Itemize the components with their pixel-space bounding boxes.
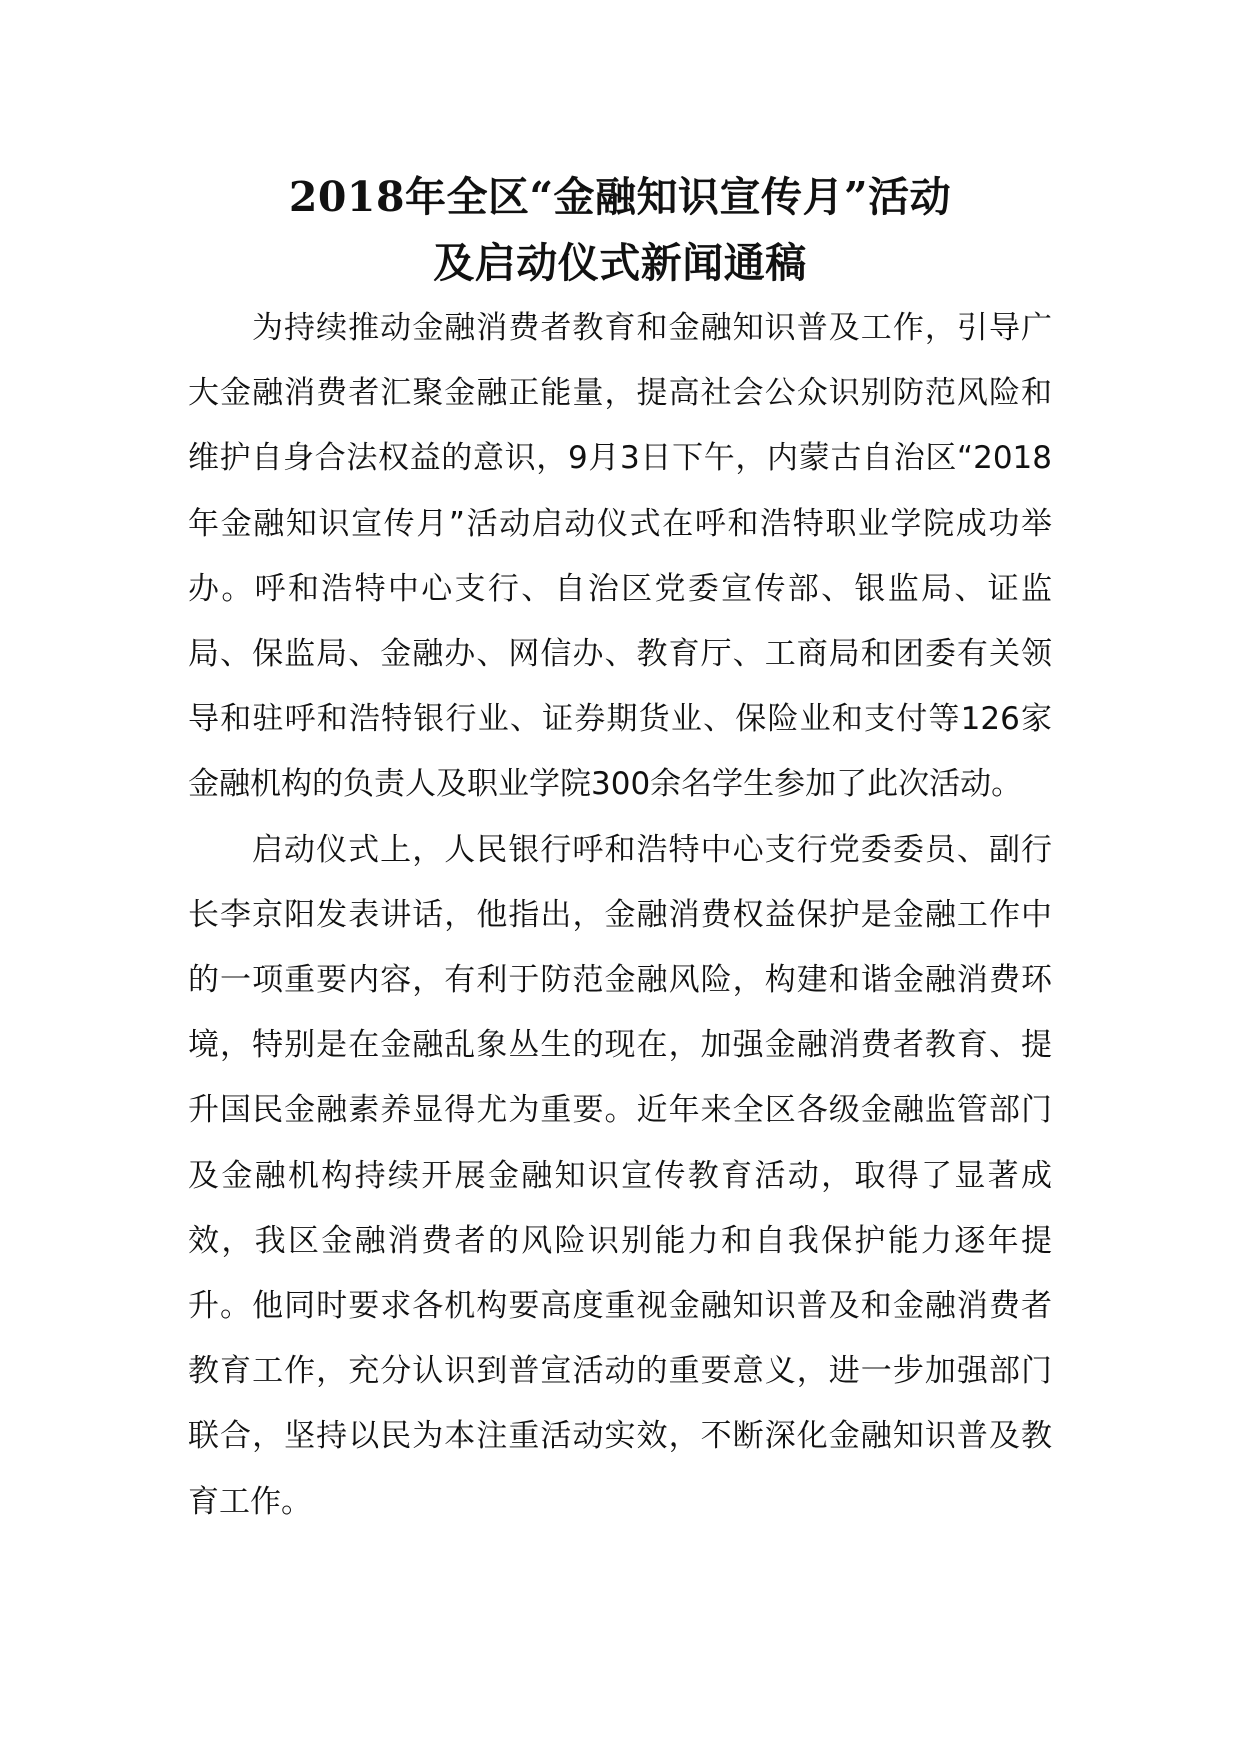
document-body bbox=[188, 296, 1052, 1535]
paragraph-1: 为持续推动金融消费者教育和金融知识普及工作，引导广大金融消费者汇聚金融正能量，提高社会公众识别防范风险和维护自身合法权益的意识，9月3日下午，内蒙古自治区“2018年金融知识宣传月”活动启动仪式在呼和浩特职业学院成功举办。呼和浩特中心支行、自治区党委宣传部、银监局、证监局、保监局、金融办、网信办、教育厅、工商局和团委有关领导和驻呼和浩特银行业、证券期货业、保险业和支付等126家金融机构的负责人及职业学院300余名学生参加了此次活动。 bbox=[188, 310, 1052, 803]
paragraph-2: 启动仪式上，人民银行呼和浩特中心支行党委委员、副行长李京阳发表讲话，他指出，金融消费权益保护是金融工作中的一项重要内容，有利于防范金融风险，构建和谐金融消费环境，特别是在金融乱象丛生的现在，加强金融消费者教育、提升国民金融素养显得尤为重要。近年来全区各级金融监管部门及金融机构持续开展金融知识宣传教育活动，取得了显著成效，我区金融消费者的风险识别能力和自我保护能力逐年提升。他同时要求各机构要高度重视金融知识普及和金融消费者教育工作，充分认识到普宣活动的重要意义，进一步加强部门联合，坚持以民为本注重活动实效，不断深化金融知识普及教育工作。 bbox=[188, 831, 1052, 1520]
title-line-1: 2018年全区“金融知识宣传月”活动 bbox=[288, 173, 952, 221]
title-line-2: 及启动仪式新闻通稿 bbox=[433, 239, 807, 287]
document-title bbox=[0, 164, 1240, 296]
